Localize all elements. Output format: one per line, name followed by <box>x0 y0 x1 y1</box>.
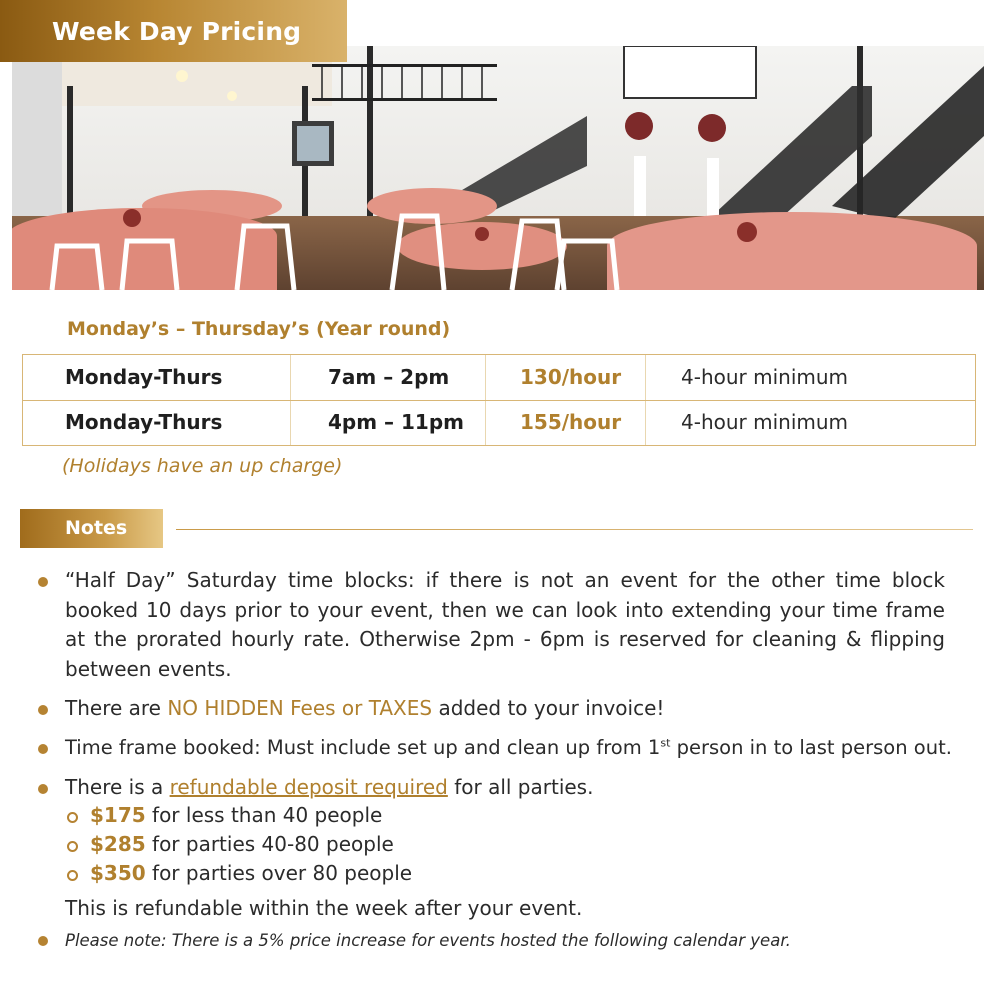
bullet-icon <box>38 744 48 754</box>
notes-label: Notes <box>65 517 128 539</box>
refundable-deposit-link[interactable]: refundable deposit required <box>169 775 448 799</box>
divider <box>176 529 973 530</box>
table-row <box>23 400 975 445</box>
row-rate: 155/hour <box>520 410 622 434</box>
event-hall-photo <box>12 46 984 290</box>
price-increase-note: Please note: There is a 5% price increase for events hosted the following calendar year. <box>65 931 791 950</box>
bullet-icon <box>38 784 48 794</box>
bullet-icon <box>38 705 48 715</box>
circle-bullet-icon <box>67 841 78 852</box>
row-rate: 130/hour <box>520 365 622 389</box>
ordinal-suffix: st <box>660 736 671 750</box>
note-fees-after: added to your invoice! <box>432 696 665 720</box>
notes-header <box>20 509 163 548</box>
deposit-tier <box>90 832 394 856</box>
no-hidden-fees-highlight: NO HIDDEN Fees or TAXES <box>167 696 433 720</box>
deposit-amount: $350 <box>90 861 146 885</box>
note-fees <box>65 694 664 724</box>
deposit-tier <box>90 861 412 885</box>
row-days: Monday-Thurs <box>65 365 223 389</box>
deposit-desc: for parties 40-80 people <box>145 832 394 856</box>
circle-bullet-icon <box>67 812 78 823</box>
pricing-heading: Monday’s – Thursday’s (Year round) <box>67 318 451 340</box>
deposit-desc: for parties over 80 people <box>145 861 413 885</box>
circle-bullet-icon <box>67 870 78 881</box>
table-row <box>23 355 975 401</box>
bullet-icon <box>38 577 48 587</box>
row-time: 7am – 2pm <box>328 365 450 389</box>
page-banner <box>0 0 347 62</box>
deposit-amount: $285 <box>90 832 146 856</box>
note-deposit-after: for all parties. <box>447 775 594 799</box>
note-fees-before: There are <box>65 696 168 720</box>
page-title: Week Day Pricing <box>52 17 302 46</box>
row-days: Monday-Thurs <box>65 410 223 434</box>
note-deposit-before: There is a <box>65 775 170 799</box>
deposit-desc: for less than 40 people <box>145 803 383 827</box>
note-time-frame <box>65 733 952 763</box>
note-half-day: “Half Day” Saturday time blocks: if there is not an event for the other time block booked 10 days prior to your event, then we can look into extending your time frame at the prorated hourly rate. Otherwise 2pm - 6pm is reserved for cleaning & flipping between events. <box>65 568 945 681</box>
holiday-note: (Holidays have an up charge) <box>62 455 343 477</box>
row-minimum: 4-hour minimum <box>681 365 849 389</box>
note-deposit <box>65 773 593 803</box>
refund-note: This is refundable within the week after your event. <box>65 896 583 920</box>
pricing-table <box>22 354 976 446</box>
note-time-frame-after: person in to last person out. <box>670 736 952 759</box>
row-minimum: 4-hour minimum <box>681 410 849 434</box>
row-time: 4pm – 11pm <box>328 410 464 434</box>
note-time-frame-before: Time frame booked: Must include set up and clean up from 1 <box>65 736 661 759</box>
deposit-amount: $175 <box>90 803 146 827</box>
bullet-icon <box>38 936 48 946</box>
deposit-tier <box>90 803 382 827</box>
